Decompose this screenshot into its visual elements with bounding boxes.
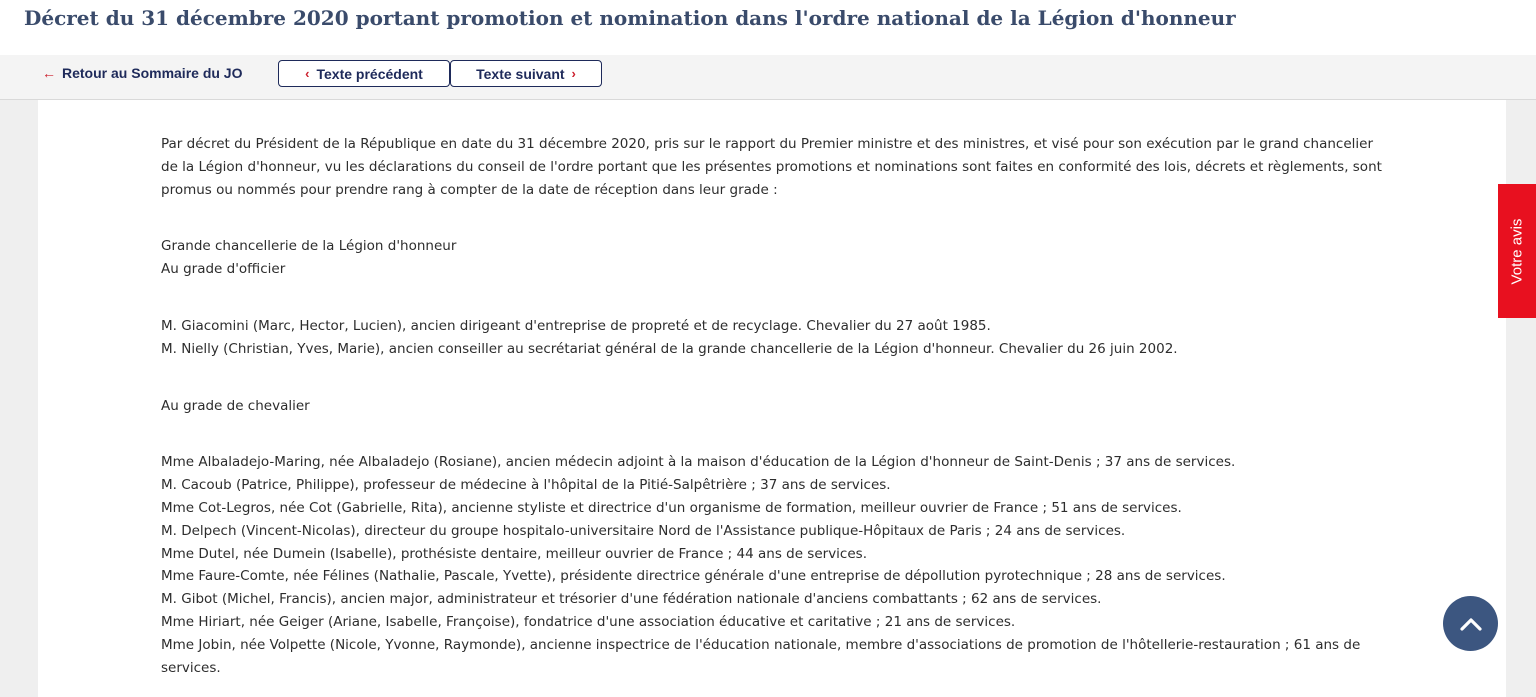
chevalier-entry: M. Cacoub (Patrice, Philippe), professeur de médecine à l'hôpital de la Pitié-Salpêtrière ; 37 ans de services. [161, 477, 891, 494]
chevalier-entry: Mme Jobin, née Volpette (Nicole, Yvonne, Raymonde), ancienne inspectrice de l'éducation nationale, membre d'associations de promotion de l'hôtellerie-restauration ; 61 ans de services. [161, 636, 1361, 676]
chevalier-entry: Mme Hiriart, née Geiger (Ariane, Isabelle, Françoise), fondatrice d'une association éducative et caritative ; 21 ans de services. [161, 613, 1016, 630]
feedback-label: Votre avis [1508, 218, 1526, 284]
next-text-button[interactable] [450, 60, 602, 87]
section-heading: Grande chancellerie de la Légion d'honneur [161, 238, 457, 255]
chevalier-entry: Mme Cot-Legros, née Cot (Gabrielle, Rita), ancienne styliste et directrice d'un organisme de formation, meilleur ouvrier de France ; 51 ans de services. [161, 499, 1182, 516]
officer-entry: M. Nielly (Christian, Yves, Marie), ancien conseiller au secrétariat général de la grande chancellerie de la Légion d'honneur. Chevalier du 26 juin 2002. [161, 340, 1178, 357]
officer-grade-heading: Au grade d'officier [161, 261, 286, 278]
chevron-up-icon [1459, 616, 1483, 632]
previous-text-button[interactable] [278, 60, 450, 87]
chevalier-entry: Mme Albaladejo-Maring, née Albaladejo (Rosiane), ancien médecin adjoint à la maison d'éducation de la Légion d'honneur de Saint-Denis ; 37 ans de services. [161, 454, 1236, 471]
feedback-tab[interactable] [1498, 184, 1536, 318]
chevalier-entry: M. Delpech (Vincent-Nicolas), directeur du groupe hospitalo-universitaire Nord de l'Assistance publique-Hôpitaux de Paris ; 24 ans de services. [161, 522, 1126, 539]
officer-entry: M. Giacomini (Marc, Hector, Lucien), ancien dirigeant d'entreprise de propreté et de recyclage. Chevalier du 27 août 1985. [161, 317, 991, 334]
chevalier-grade-heading: Au grade de chevalier [161, 397, 310, 414]
back-link-label: Retour au Sommaire du JO [62, 65, 243, 81]
title-bar [0, 0, 1536, 55]
chevron-right-icon: › [571, 66, 576, 81]
scroll-to-top-button[interactable] [1443, 596, 1498, 651]
chevalier-entry: M. Gibot (Michel, Francis), ancien major, administrateur et trésorier d'une fédération nationale d'anciens combattants ; 62 ans de services. [161, 591, 1102, 608]
page-title: Décret du 31 décembre 2020 portant promotion et nomination dans l'ordre national de la Légion d'honneur [24, 6, 1236, 30]
chevron-left-icon: ‹ [305, 66, 310, 81]
navigation-bar [0, 55, 1536, 100]
previous-text-label: Texte précédent [316, 65, 423, 82]
decree-intro: Par décret du Président de la République en date du 31 décembre 2020, pris sur le rapport du Premier ministre et des ministres, et visé pour son exécution par le grand chancelier de la Légion d'honneur, vu les déclarations du conseil de l'ordre portant que les présentes promotions et nominations sont faites en conformité des lois, décrets et règlements, sont promus ou nommés pour prendre rang à compter de la date de réception dans leur grade : [161, 136, 1382, 198]
next-text-label: Texte suivant [476, 65, 565, 82]
content-panel [38, 100, 1506, 697]
back-arrow-icon: ← [42, 65, 56, 81]
chevalier-entry: Mme Faure-Comte, née Félines (Nathalie, Pascale, Yvette), présidente directrice générale d'une entreprise de dépollution pyrotechnique ; 28 ans de services. [161, 568, 1226, 585]
back-to-summary-link[interactable] [42, 65, 242, 81]
decree-text [161, 133, 1386, 679]
chevalier-entry: Mme Dutel, née Dumein (Isabelle), prothésiste dentaire, meilleur ouvrier de France ; 44 ans de services. [161, 545, 867, 562]
